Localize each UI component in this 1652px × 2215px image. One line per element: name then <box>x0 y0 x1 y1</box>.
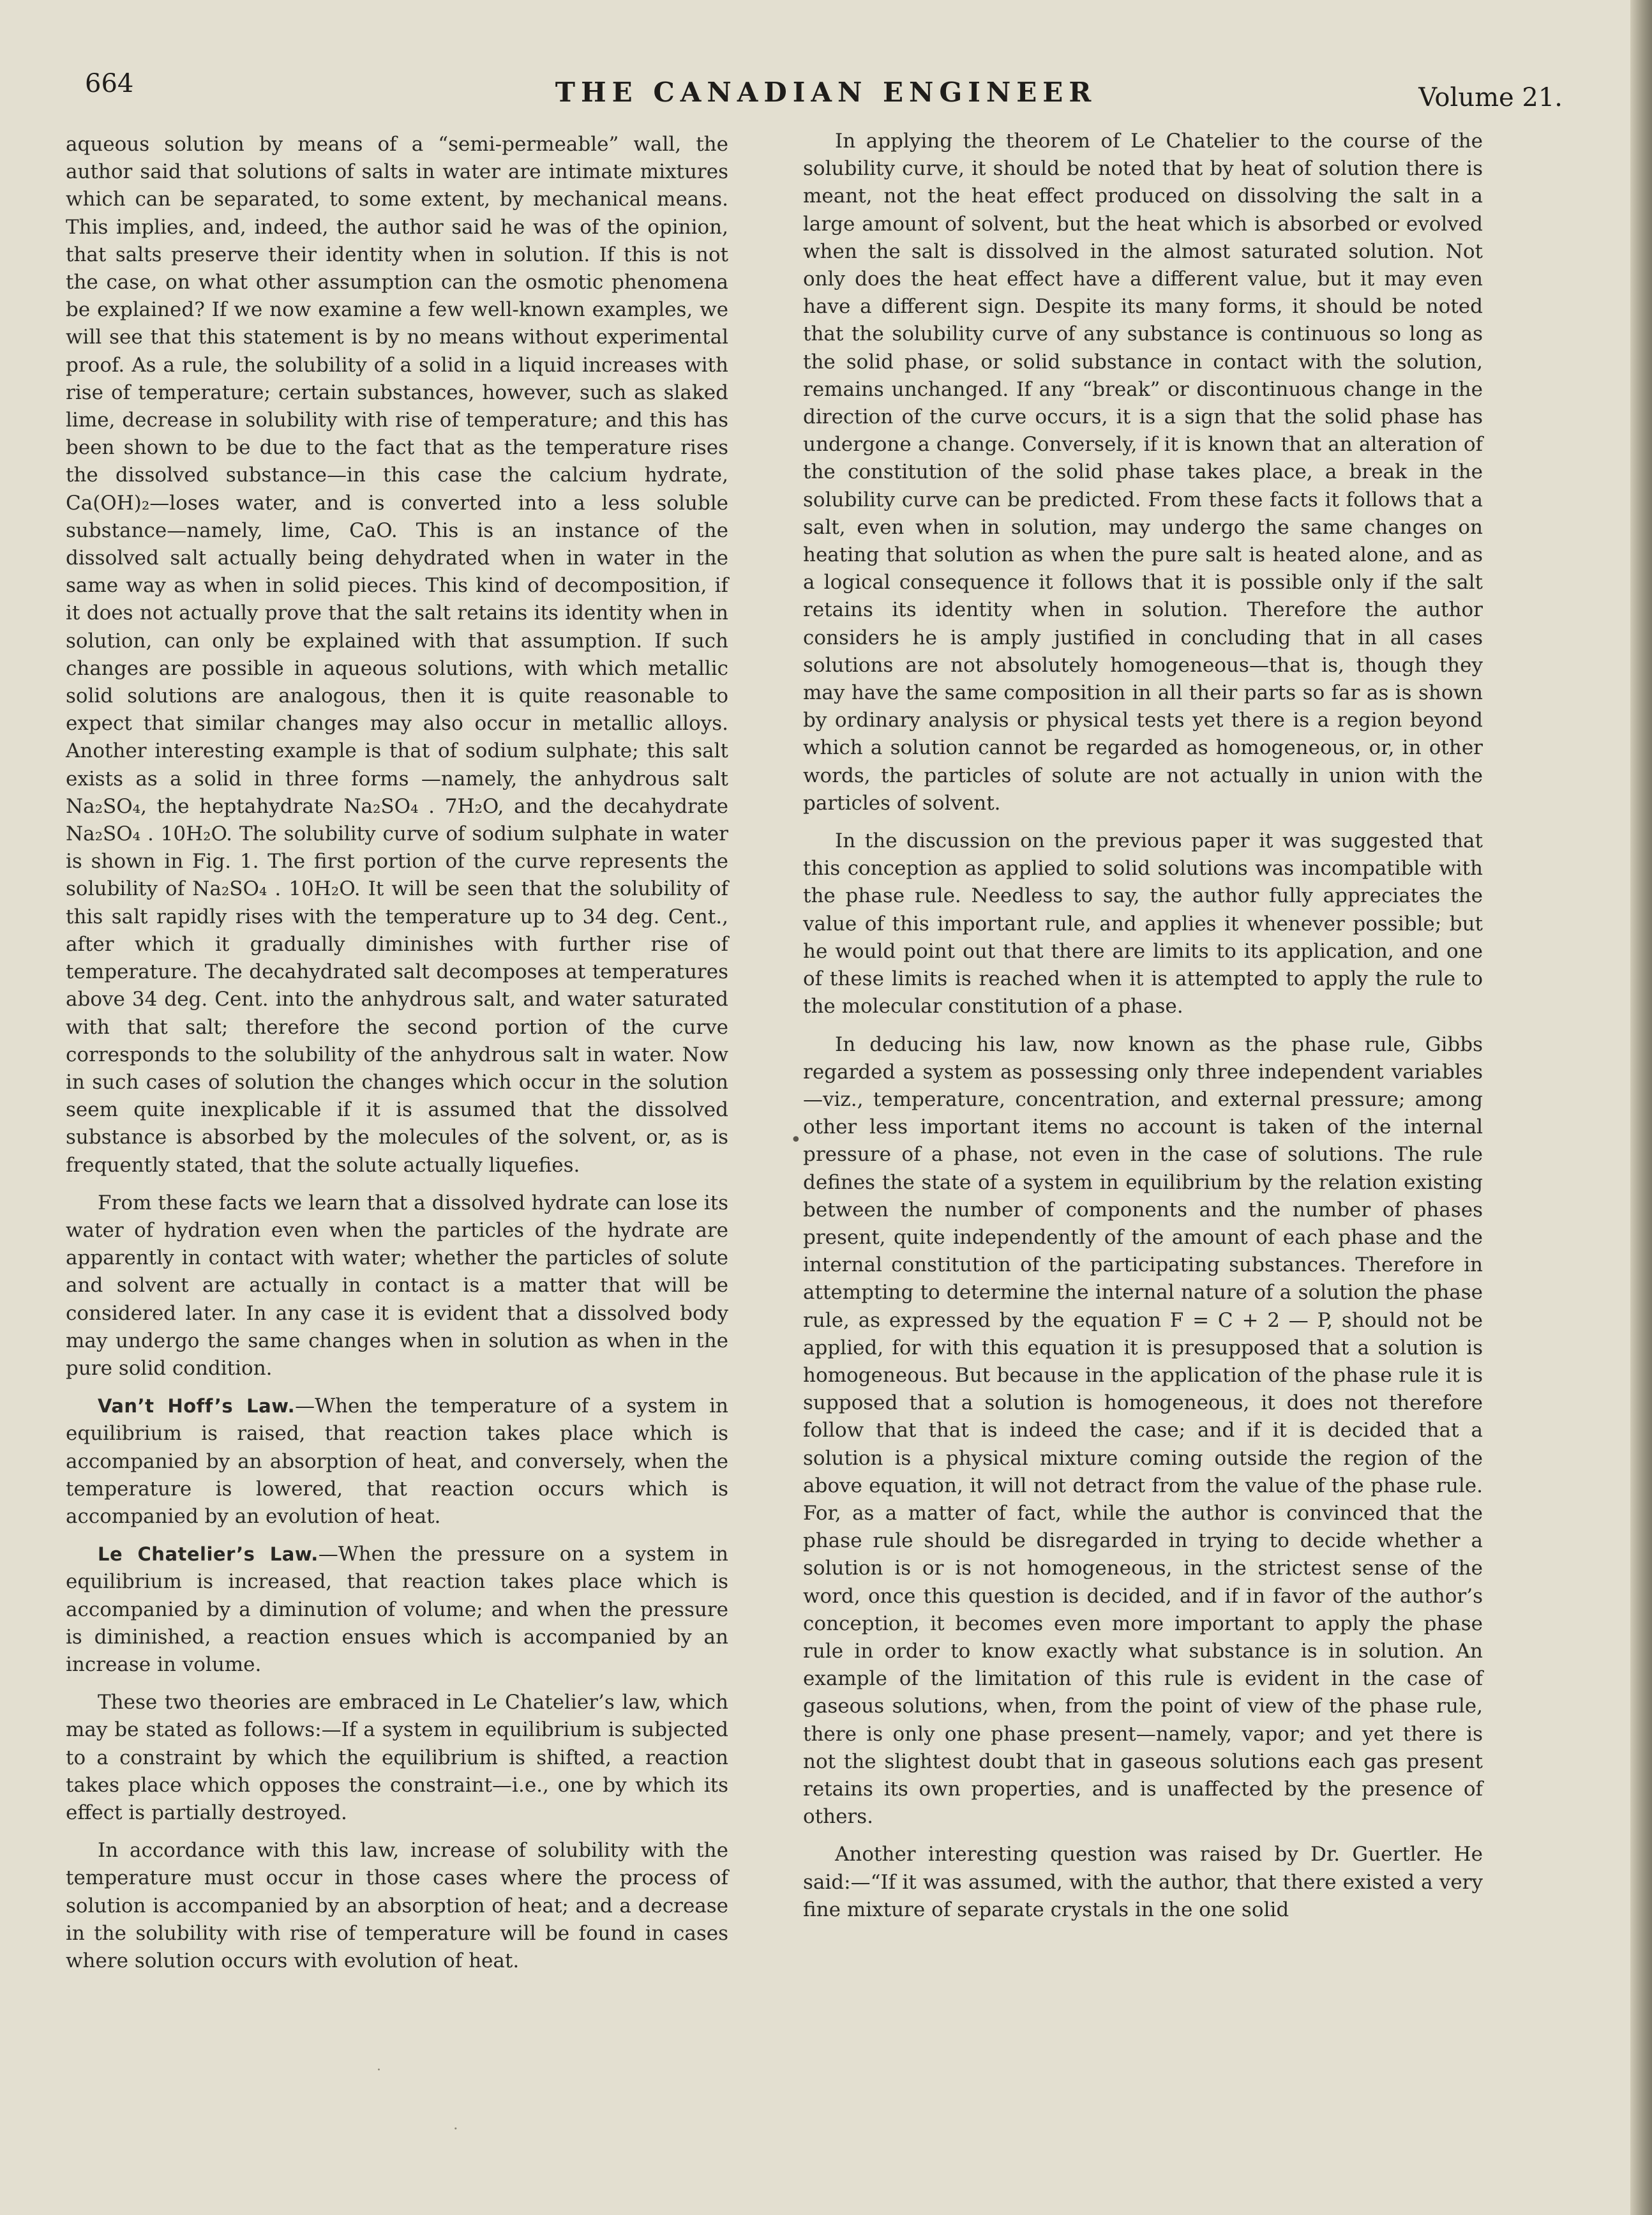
right-paragraph-1: In applying the theorem of Le Chatelier to the course of the solubility curve, it should be noted that by heat of solution there is meant, not the heat effect produced on dissolving the salt in a large amount of solvent, but the heat which is absorbed or evolved when the salt is dissolved in the almost saturated solution. Not only does the heat effect have a different value, but it may even have a different sign. Despite its many forms, it should be noted that the solubility curve of any substance is continuous so long as the solid phase, or solid substance in contact with the solution, remains unchanged. If any “break” or discontinuous change in the direction of the curve occurs, it is a sign that the solid phase has undergone a change. Conversely, if it is known that an alteration of the constitution of the solid phase takes place, a break in the solubility curve can be predicted. From these facts it follows that a salt, even when in solution, may undergo the same changes on heating that solution as when the pure salt is heated alone, and as a logical consequence it follows that it is possible only if the salt retains its identity when in solution. Therefore the author considers he is amply justified in concluding that in all cases solutions are not absolutely homogeneous—that is, though they may have the same composition in all their parts so far as is shown by ordinary analysis or physical tests yet there is a region beyond which a solution cannot be regarded as homogeneous, or, in other words, the particles of solute are not actually in union with the particles of solvent. <box>803 130 1483 815</box>
vant-hoff-heading: Van’t Hoff’s Law. <box>98 1395 296 1417</box>
volume-label: Volume 21. <box>1418 83 1563 112</box>
page-edge-shadow <box>1630 0 1652 2215</box>
left-paragraph-2: From these facts we learn that a dissolved hydrate can lose its water of hydration even when the particles of the hydrate are apparently in contact with water; whether the particles of solute and solvent are actually in contact is a matter that will be considered later. In any case it is evident that a dissolved body may undergo the same changes when in solution as when in the pure solid condition. <box>66 1191 728 1380</box>
margin-dot-mark: • <box>790 1129 802 1151</box>
left-paragraph-4: In accordance with this law, increase of solubility with the temperature must occur in those cases where the process of solution is accompanied by an absorption of heat; and a decrease in the solubility with rise of temperature will be found in cases where solution occurs with evolution of heat. <box>66 1839 728 1972</box>
vant-hoff-section <box>66 1393 728 1531</box>
le-chatelier-section <box>66 1541 728 1679</box>
vant-hoff-text: —When the temperature of a system in equilibrium is raised, that reaction takes place which is accompanied by an absorption of heat, and conversely, when the temperature is lowered, that reaction occurs which is accompanied by an evolution of heat. <box>66 1395 728 1528</box>
right-paragraph-3: In deducing his law, now known as the phase rule, Gibbs regarded a system as possessing only three independent variables—viz., temperature, concentration, and external pressure; among other less important items no account is taken of the internal pressure of a phase, not even in the case of solutions. The rule defines the state of a system in equilibrium by the relation existing between the number of components and the number of phases present, quite independently of the amount of each phase and the internal constitution of the participating substances. Therefore in attempting to determine the internal nature of a solution the phase rule, as expressed by the equation F = C + 2 — P, should not be applied, for with this equation it is presupposed that a solution is homogeneous. But because in the application of the phase rule it is supposed that a solution is homogeneous, it does not therefore follow that that is indeed the case; and if it is decided that a solution is a physical mixture coming outside the region of the above equation, it will not detract from the value of the phase rule. For, as a matter of fact, while the author is convinced that the phase rule should be disregarded in trying to decide whether a solution is or is not homogeneous, in the strictest sense of the word, once this question is decided, and if in favor of the author’s conception, it becomes even more important to apply the phase rule in order to know exactly what substance is in solution. An example of the limitation of this rule is evident in the case of gaseous solutions, when, from the point of view of the phase rule, there is only one phase present—namely, vapor; and yet there is not the slightest doubt that in gaseous solutions each gas present retains its own properties, and is unaffected by the presence of others. <box>803 1032 1483 1829</box>
left-paragraph-3: These two theories are embraced in Le Chatelier’s law, which may be stated as follows:—If a system in equilibrium is subjected to a constraint by which the equilibrium is shifted, a reaction takes place which opposes the constraint—i.e., one by which its effect is partially destroyed. <box>66 1691 728 1824</box>
le-chatelier-text: —When the pressure on a system in equilibrium is increased, that reaction takes place which is accompanied by a diminution of volume; and when the pressure is diminished, a reaction ensues which is accompanied by an increase in volume. <box>66 1543 729 1676</box>
left-paragraph-1: aqueous solution by means of a “semi-permeable” wall, the author said that solutions of salts in water are intimate mixtures which can be separated, to some extent, by mechanical means. This implies, and, indeed, the author said he was of the opinion, that salts preserve their identity when in solution. If this is not the case, on what other assumption can the osmotic phenomena be explained? If we now examine a few well-known examples, we will see that this statement is by no means without experimental proof. As a rule, the solubility of a solid in a liquid increases with rise of temperature; certain substances, however, such as slaked lime, decrease in solubility with rise of temperature; and this has been shown to be due to the fact that as the temperature rises the dissolved substance—in this case the calcium hydrate, Ca(OH)₂—loses water, and is converted into a less soluble substance—namely, lime, CaO. This is an instance of the dissolved salt actually being dehydrated when in water in the same way as when in solid pieces. This kind of decomposition, if it does not actually prove that the salt retains its identity when in solution, can only be explained with that assumption. If such changes are possible in aqueous solutions, with which metallic solid solutions are analogous, then it is quite reasonable to expect that similar changes may also occur in metallic alloys. Another interesting example is that of sodium sulphate; this salt exists as a solid in three forms —namely, the anhydrous salt Na₂SO₄, the heptahydrate Na₂SO₄ . 7H₂O, and the decahydrate Na₂SO₄ . 10H₂O. The solubility curve of sodium sulphate in water is shown in Fig. 1. The first portion of the curve represents the solubility of Na₂SO₄ . 10H₂O. It will be seen that the solubility of this salt rapidly rises with the temperature up to 34 deg. Cent., after which it gradually diminishes with further rise of temperature. The decahydrated salt decomposes at temperatures above 34 deg. Cent. into the anhydrous salt, and water saturated with that salt; therefore the second portion of the curve corresponds to the solubility of the anhydrous salt in water. Now in such cases of solution the changes which occur in the solution seem quite inexplicable if it is assumed that the dissolved substance is absorbed by the molecules of the solvent, or, as is frequently stated, that the solute actually liquefies. <box>66 133 728 1177</box>
le-chatelier-heading: Le Chatelier’s Law. <box>98 1543 319 1566</box>
right-column <box>803 128 1483 1934</box>
left-column <box>66 131 728 1985</box>
print-tick-mark: · <box>453 2120 458 2138</box>
page-number: 664 <box>85 69 134 98</box>
print-speck-mark: · <box>377 2062 381 2078</box>
journal-title: THE CANADIAN ENGINEER <box>555 77 1097 108</box>
right-paragraph-4: Another interesting question was raised by Dr. Guertler. He said:—“If it was assumed, with the author, that there existed a very fine mixture of separate crystals in the one solid <box>803 1843 1483 1921</box>
right-paragraph-2: In the discussion on the previous paper it was suggested that this conception as applied to solid solutions was incompatible with the phase rule. Needless to say, the author fully appreciates the value of this important rule, and applies it whenever possible; but he would point out that there are limits to its application, and one of these limits is reached when it is attempted to apply the rule to the molecular constitution of a phase. <box>803 829 1483 1018</box>
